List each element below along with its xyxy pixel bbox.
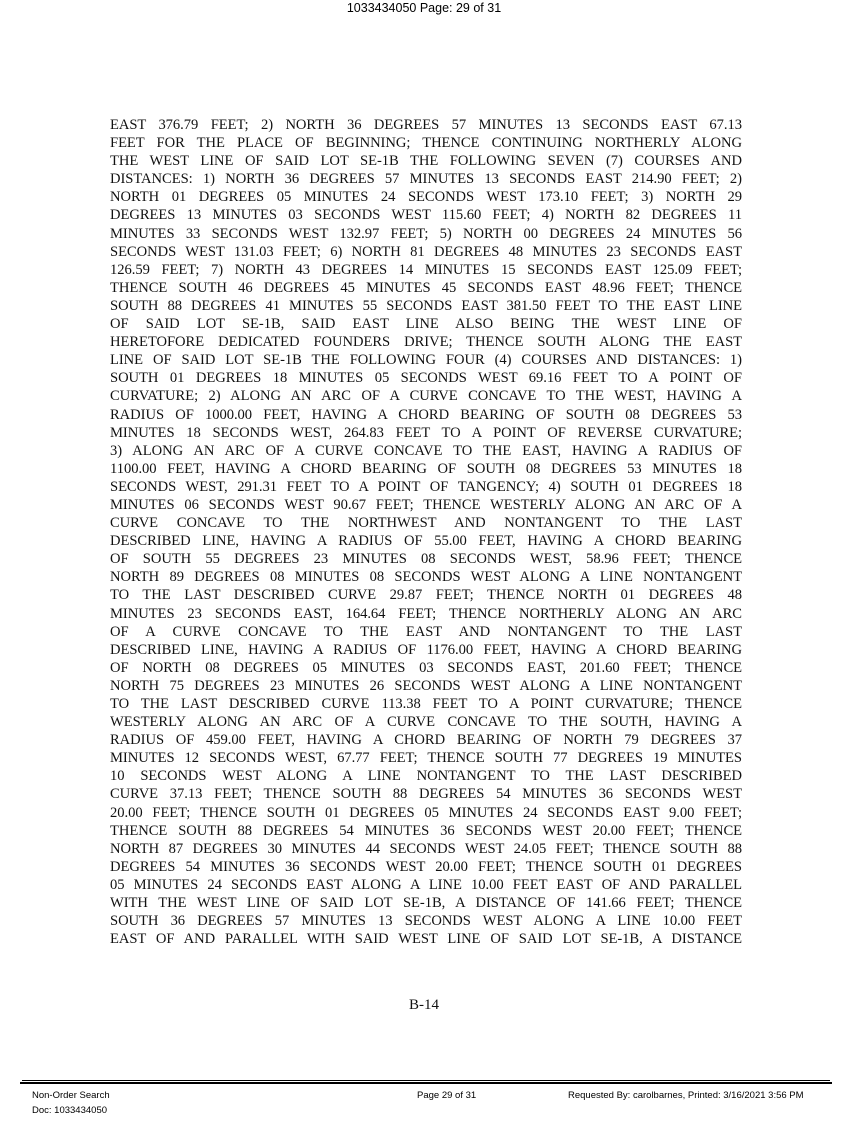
text-line: 20.00 FEET; THENCE SOUTH 01 DEGREES 05 MINUTES 24 SECONDS EAST 9.00 FEET; (110, 804, 742, 821)
text-line: CURVATURE; 2) ALONG AN ARC OF A CURVE CONCAVE TO THE WEST, HAVING A (110, 388, 742, 405)
text-line: LINE OF SAID LOT SE-1B THE FOLLOWING FOUR (4) COURSES AND DISTANCES: 1) (110, 352, 742, 369)
text-line: 126.59 FEET; 7) NORTH 43 DEGREES 14 MINUTES 15 SECONDS EAST 125.09 FEET; (110, 261, 742, 278)
text-line: DESCRIBED LINE, HAVING A RADIUS OF 55.00 FEET, HAVING A CHORD BEARING (110, 533, 742, 550)
text-line: OF NORTH 08 DEGREES 05 MINUTES 03 SECONDS EAST, 201.60 FEET; THENCE (110, 659, 742, 676)
text-line: DEGREES 54 MINUTES 36 SECONDS WEST 20.00 FEET; THENCE SOUTH 01 DEGREES (110, 858, 742, 875)
text-line: OF SOUTH 55 DEGREES 23 MINUTES 08 SECONDS WEST, 58.96 FEET; THENCE (110, 551, 742, 568)
text-line: NORTH 87 DEGREES 30 MINUTES 44 SECONDS WEST 24.05 FEET; THENCE SOUTH 88 (110, 840, 742, 857)
text-line: MINUTES 18 SECONDS WEST, 264.83 FEET TO A POINT OF REVERSE CURVATURE; (110, 424, 742, 441)
text-line: OF A CURVE CONCAVE TO THE EAST AND NONTANGENT TO THE LAST (110, 623, 742, 640)
text-line: RADIUS OF 459.00 FEET, HAVING A CHORD BEARING OF NORTH 79 DEGREES 37 (110, 732, 742, 749)
text-line: SECONDS WEST 131.03 FEET; 6) NORTH 81 DEGREES 48 MINUTES 23 SECONDS EAST (110, 243, 742, 260)
text-line: SOUTH 01 DEGREES 18 MINUTES 05 SECONDS WEST 69.16 FEET TO A POINT OF (110, 370, 742, 387)
document-page-header: 1033434050 Page: 29 of 31 (346, 1, 502, 15)
text-line: THENCE SOUTH 88 DEGREES 54 MINUTES 36 SECONDS WEST 20.00 FEET; THENCE (110, 822, 742, 839)
text-line: TO THE LAST DESCRIBED CURVE 113.38 FEET TO A POINT CURVATURE; THENCE (110, 696, 742, 712)
text-line: CURVE 37.13 FEET; THENCE SOUTH 88 DEGREES 54 MINUTES 36 SECONDS WEST (110, 786, 742, 803)
text-line: WESTERLY ALONG AN ARC OF A CURVE CONCAVE TO THE SOUTH, HAVING A (110, 714, 742, 731)
text-line: EAST OF AND PARALLEL WITH SAID WEST LINE OF SAID LOT SE-1B, A DISTANCE (110, 931, 742, 948)
footer-divider-thick (20, 1082, 832, 1084)
legal-description-text (110, 116, 742, 948)
text-line: DISTANCES: 1) NORTH 36 DEGREES 57 MINUTES 13 SECONDS EAST 214.90 FEET; 2) (110, 171, 742, 188)
text-line: DESCRIBED LINE, HAVING A RADIUS OF 1176.00 FEET, HAVING A CHORD BEARING (110, 641, 742, 658)
text-line: FEET FOR THE PLACE OF BEGINNING; THENCE CONTINUING NORTHERLY ALONG (110, 135, 742, 152)
text-line: MINUTES 23 SECONDS EAST, 164.64 FEET; THENCE NORTHERLY ALONG AN ARC (110, 605, 742, 622)
footer-requested-by: Requested By: carolbarnes, Printed: 3/16/2021 3:56 PM (568, 1090, 804, 1101)
text-line: MINUTES 06 SECONDS WEST 90.67 FEET; THENCE WESTERLY ALONG AN ARC OF A (110, 496, 742, 513)
text-line: OF SAID LOT SE-1B, SAID EAST LINE ALSO BEING THE WEST LINE OF (110, 316, 742, 333)
footer-page-count: Page 29 of 31 (417, 1090, 477, 1101)
text-line: TO THE LAST DESCRIBED CURVE 29.87 FEET; THENCE NORTH 01 DEGREES 48 (110, 587, 742, 604)
footer-divider (22, 1080, 830, 1081)
exhibit-page-number: B-14 (409, 997, 439, 1013)
text-line: HERETOFORE DEDICATED FOUNDERS DRIVE; THENCE SOUTH ALONG THE EAST (110, 334, 742, 351)
text-line: WITH THE WEST LINE OF SAID LOT SE-1B, A DISTANCE OF 141.66 FEET; THENCE (110, 895, 742, 912)
text-line: SECONDS WEST, 291.31 FEET TO A POINT OF TANGENCY; 4) SOUTH 01 DEGREES 18 (110, 478, 742, 495)
text-line: NORTH 75 DEGREES 23 MINUTES 26 SECONDS WEST ALONG A LINE NONTANGENT (110, 677, 742, 694)
footer-search-type: Non-Order Search (32, 1090, 110, 1101)
text-line: MINUTES 12 SECONDS WEST, 67.77 FEET; THENCE SOUTH 77 DEGREES 19 MINUTES (110, 750, 742, 767)
footer-doc-number: Doc: 1033434050 (32, 1105, 108, 1116)
text-line: DEGREES 13 MINUTES 03 SECONDS WEST 115.60 FEET; 4) NORTH 82 DEGREES 11 (110, 207, 742, 224)
text-line: MINUTES 33 SECONDS WEST 132.97 FEET; 5) NORTH 00 DEGREES 24 MINUTES 56 (110, 225, 742, 242)
text-line: THENCE SOUTH 46 DEGREES 45 MINUTES 45 SECONDS EAST 48.96 FEET; THENCE (110, 279, 742, 296)
text-line: RADIUS OF 1000.00 FEET, HAVING A CHORD BEARING OF SOUTH 08 DEGREES 53 (110, 406, 742, 423)
text-line: EAST 376.79 FEET; 2) NORTH 36 DEGREES 57 MINUTES 13 SECONDS EAST 67.13 (110, 117, 742, 133)
text-line: NORTH 89 DEGREES 08 MINUTES 08 SECONDS WEST ALONG A LINE NONTANGENT (110, 569, 742, 586)
text-line: SOUTH 88 DEGREES 41 MINUTES 55 SECONDS EAST 381.50 FEET TO THE EAST LINE (110, 297, 742, 314)
text-line: CURVE CONCAVE TO THE NORTHWEST AND NONTANGENT TO THE LAST (110, 515, 742, 532)
text-line: 10 SECONDS WEST ALONG A LINE NONTANGENT TO THE LAST DESCRIBED (110, 768, 742, 785)
text-line: 1100.00 FEET, HAVING A CHORD BEARING OF SOUTH 08 DEGREES 53 MINUTES 18 (110, 460, 742, 477)
text-line: SOUTH 36 DEGREES 57 MINUTES 13 SECONDS WEST ALONG A LINE 10.00 FEET (110, 913, 742, 930)
text-line: 05 MINUTES 24 SECONDS EAST ALONG A LINE 10.00 FEET EAST OF AND PARALLEL (110, 876, 742, 893)
text-line: 3) ALONG AN ARC OF A CURVE CONCAVE TO THE EAST, HAVING A RADIUS OF (110, 442, 742, 459)
text-line: NORTH 01 DEGREES 05 MINUTES 24 SECONDS WEST 173.10 FEET; 3) NORTH 29 (110, 189, 742, 206)
text-line: THE WEST LINE OF SAID LOT SE-1B THE FOLLOWING SEVEN (7) COURSES AND (110, 153, 742, 170)
